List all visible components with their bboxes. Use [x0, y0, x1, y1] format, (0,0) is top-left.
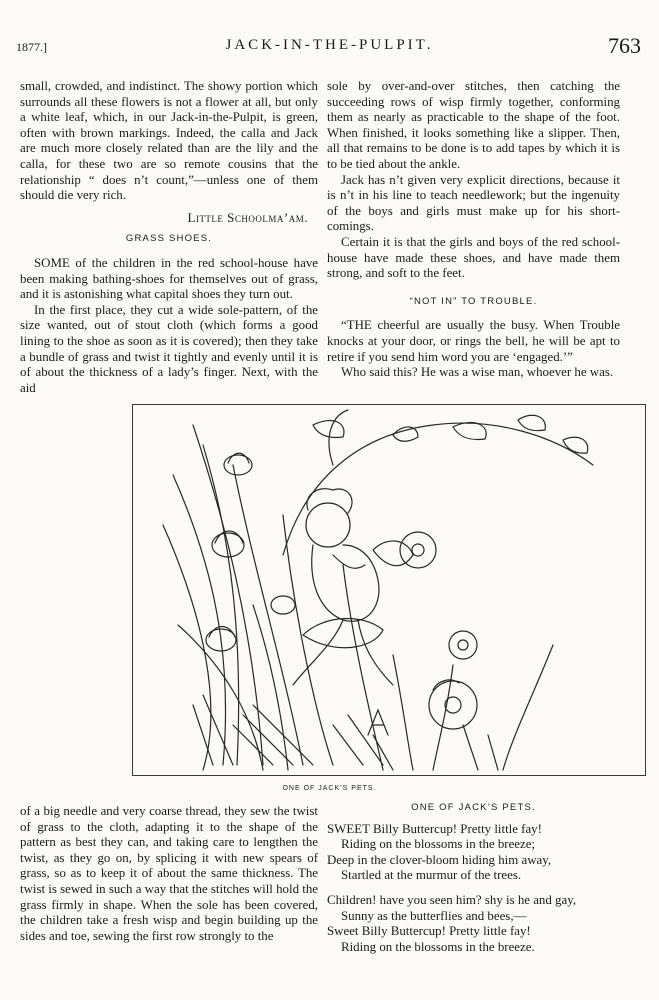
paragraph: In the first place, they cut a wide sole-pattern, of the size wanted, out of stout cloth (which forms a good lining to the shoe as soon as it is covered); then they take a bundle of grass and twist it tightly and evenly until it is of about the thickness of a lady’s finger. Next, with the aid [20, 302, 318, 395]
paragraph: Certain it is that the girls and boys of the red school-house have made these shoes, and have made them strong, and soft to the feet. [327, 234, 620, 281]
paragraph [327, 318, 620, 365]
paragraph: of a big needle and very coarse thread, they sew the twist of grass to the cloth, adapting it to the shape of the pattern as best they can, and taking care to lengthen the twist, as they go on, by splicing it with new spears of grass, so as to keep it of about the same thickness. The twist is sewed in such a way that the stitches will hold the grass firmly in shape. When the sole has been covered, the children take a fresh wisp and begin building up the sides and toe, sewing the first row strongly to the [20, 804, 318, 943]
lead-word: SOME [34, 255, 70, 270]
header-year: 1877.] [16, 40, 47, 54]
section-title-grass-shoes: GRASS SHOES. [125, 233, 213, 245]
paragraph-text: cheerful are usually the busy. When Trouble knocks at your door, or rings the bell, he will be apt to retire if you send him word you are ‘engaged.’” [327, 318, 620, 364]
poem-line: SWEET Billy Buttercup! Pretty little fay! [327, 821, 542, 836]
poem-line: Sweet Billy Buttercup! Pretty little fay! [327, 924, 531, 939]
poem [327, 822, 620, 956]
column-bottom-left [20, 804, 318, 944]
column-top-right [327, 79, 620, 381]
column-top-left [20, 79, 318, 396]
lead-word: “THE [341, 318, 372, 333]
poem-title: ONE OF JACK’S PETS. [411, 802, 536, 813]
column-bottom-right [327, 800, 620, 955]
paragraph [20, 256, 318, 303]
poem-line: Sunny as the butterflies and bees,— [341, 908, 527, 923]
poem-line: Startled at the murmur of the trees. [341, 868, 522, 883]
poem-line: Deep in the clover-bloom hiding him away, [327, 852, 552, 867]
running-head-title: JACK-IN-THE-PULPIT. [225, 37, 434, 53]
figure-caption: ONE OF JACK’S PETS. [282, 785, 377, 792]
illustration-frame [132, 404, 646, 776]
signature: Little Schoolma’am. [187, 209, 308, 225]
paragraph: Who said this? He was a wise man, whoever he was. [341, 365, 614, 380]
paragraph: small, crowded, and indistinct. The showy portion which surrounds all these flowers is not a flower at all, but only a white leaf, which, in our Jack-in-the-Pulpit, is green, often with brown markings. Indeed, the calla and Jack are much more closely related than are the lily and the calla, for these two are so remote cousins that the relationship “ does n’t count,”—unless one of them should die very rich. [20, 79, 318, 203]
poem-line: Riding on the blossoms in the breeze; [341, 837, 536, 852]
paragraph: Jack has n’t given very explicit directions, because it is n’t in his line to teach needlework; but the ingenuity of the boys and girls must make up for his short-comings. [327, 172, 620, 234]
page-number: 763 [608, 33, 641, 58]
section-title-not-in-to-trouble: “NOT IN” TO TROUBLE. [409, 295, 538, 307]
paragraph: sole by over-and-over stitches, then catching the succeeding rows of wisp firmly together, conforming them as nearly as practicable to the shape of the foot. When finished, it looks something like a slipper. Then, all that remains to be done is to add tapes by which it is to be tied about the ankle. [327, 79, 620, 171]
poem-line: Children! have you seen him? shy is he and gay, [327, 892, 577, 907]
paragraph-text: of the children in the red school-house have been making bathing-shoes for themselves out of grass, and it is astonishing what capital shoes they turn out. [20, 255, 318, 302]
stanza-break [327, 884, 620, 893]
poem-line: Riding on the blossoms in the breeze. [341, 939, 535, 954]
fairy-among-flowers-illustration [133, 405, 645, 775]
